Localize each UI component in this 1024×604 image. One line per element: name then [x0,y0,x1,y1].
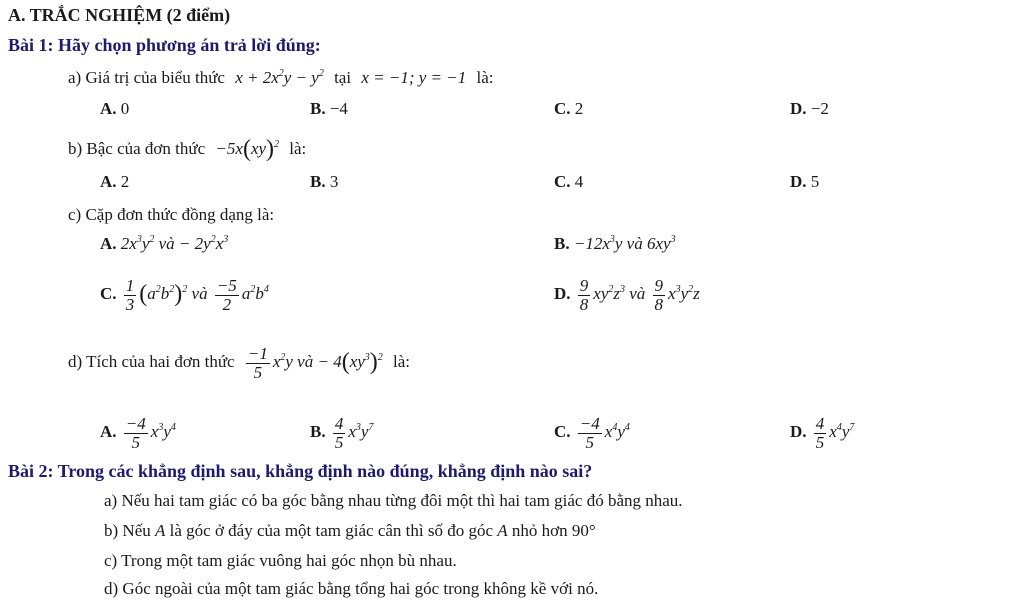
statement-b-part3: nhỏ hơn [507,521,572,540]
qc-option-a-text: $2x^3y^2$ và − $2y^2x^3$ [120,234,229,253]
qb-option-b-label: B. [310,172,326,191]
statement-b-angle-a: A [154,521,166,540]
qd-option-a-text: $\frac{-4}{5}$ $x^3y^4$ [125,413,176,452]
qc-option-c-label: C. [100,284,117,303]
qd-option-c-label: C. [554,422,571,441]
qc-option-b-label: B. [554,234,570,253]
qb-option-c-label: C. [554,172,571,191]
qc-option-d-label: D. [554,284,571,303]
statement-a: a) Nếu hai tam giác có ba góc bằng nhau từng đôi một thì hai tam giác đó bằng nhau. [104,491,683,510]
qb-option-d-text: 5 [810,172,820,191]
qa-option-b[interactable] [310,98,348,120]
question-a [68,67,493,89]
qc-option-a[interactable] [100,233,228,255]
question-a-prefix: a) Giá trị của biểu thức [68,68,225,87]
qb-option-c-text: 4 [574,172,584,191]
question-d-expr: $\frac{-1}{5}$ $x^2y$ và − $4(xy^3)^2$ [247,343,383,382]
question-c-prefix: c) Cặp đơn thức đồng dạng là: [68,205,275,224]
question-b [68,138,306,160]
qc-option-c[interactable] [100,274,269,314]
qd-option-d-text: $\frac{4}{5}$ $x^4y^7$ [815,413,855,452]
qd-option-c-text: $\frac{-4}{5}$ $x^4y^4$ [579,413,630,452]
qa-option-a-text: 0 [120,99,130,118]
qc-option-a-label: A. [100,234,117,253]
qa-option-b-label: B. [310,99,326,118]
qb-option-d-label: D. [790,172,807,191]
qa-option-d[interactable] [790,98,829,120]
statement-b [104,520,596,542]
qd-option-b-label: B. [310,422,326,441]
statement-b-angle-a2: A [497,521,508,540]
qa-option-b-text: −4 [329,99,348,118]
qa-option-a-label: A. [100,99,117,118]
qa-option-c-text: 2 [574,99,584,118]
question-b-prefix: b) Bậc của đơn thức [68,139,206,158]
qd-option-b-text: $\frac{4}{5}$ $x^3y^7$ [334,413,374,452]
exercise-1-title: Bài 1: Hãy chọn phương án trả lời đúng: [8,35,321,55]
qd-option-d[interactable] [790,412,854,452]
qd-option-c[interactable] [554,412,630,452]
statement-d: d) Góc ngoài của một tam giác bằng tổng hai góc trong không kề với nó. [104,579,599,598]
qa-option-d-text: −2 [810,99,829,118]
question-d-prefix: d) Tích của hai đơn thức [68,352,235,371]
qa-option-c-label: C. [554,99,571,118]
statement-b-degree: 90° [571,521,596,540]
section-title: A. TRẮC NGHIỆM (2 điểm) [8,5,231,25]
qd-option-a[interactable] [100,412,176,452]
question-d [68,342,410,382]
qb-option-c[interactable] [554,171,583,193]
question-a-cond: x = −1; y = −1 [361,68,467,87]
statement-b-part1: b) Nếu [104,521,155,540]
statement-c: c) Trong một tam giác vuông hai góc nhọn bù nhau. [104,551,457,570]
qc-option-c-text: $\frac{1}{3}$ $(a^2b^2)^2$ và $\frac{-5}{2}$ $a^2b^4$ [125,275,269,314]
qc-option-d[interactable] [554,274,700,314]
question-b-suffix: là: [289,139,307,158]
question-a-mid: tại [334,68,352,87]
qc-option-d-text: $\frac{9}{8}$ $xy^2z^3$ và $\frac{9}{8}$ $x^3y^2z$ [579,275,700,314]
qa-option-a[interactable] [100,98,129,120]
qb-option-b-text: 3 [329,172,339,191]
qc-option-b-text: $-12x^3y$ và $6xy^3$ [573,234,676,253]
qa-option-c[interactable] [554,98,583,120]
question-a-expr: $x + 2x^2y - y^2$ [235,68,324,87]
qa-option-d-label: D. [790,99,807,118]
qb-option-d[interactable] [790,171,819,193]
qd-option-d-label: D. [790,422,807,441]
question-d-suffix: là: [393,352,411,371]
question-b-expr: −5x(xy)$^2$ [215,136,280,162]
qd-option-b[interactable] [310,412,373,452]
qc-option-b[interactable] [554,233,676,255]
question-a-suffix: là: [476,68,494,87]
statement-b-part2: là góc ở đáy của một tam giác cân thì số đo góc [165,521,498,540]
qb-option-a[interactable] [100,171,129,193]
qb-option-a-label: A. [100,172,117,191]
exercise-2-title: Bài 2: Trong các khẳng định sau, khẳng định nào đúng, khẳng định nào sai? [8,461,593,481]
qb-option-b[interactable] [310,171,338,193]
qb-option-a-text: 2 [120,172,130,191]
qd-option-a-label: A. [100,422,117,441]
